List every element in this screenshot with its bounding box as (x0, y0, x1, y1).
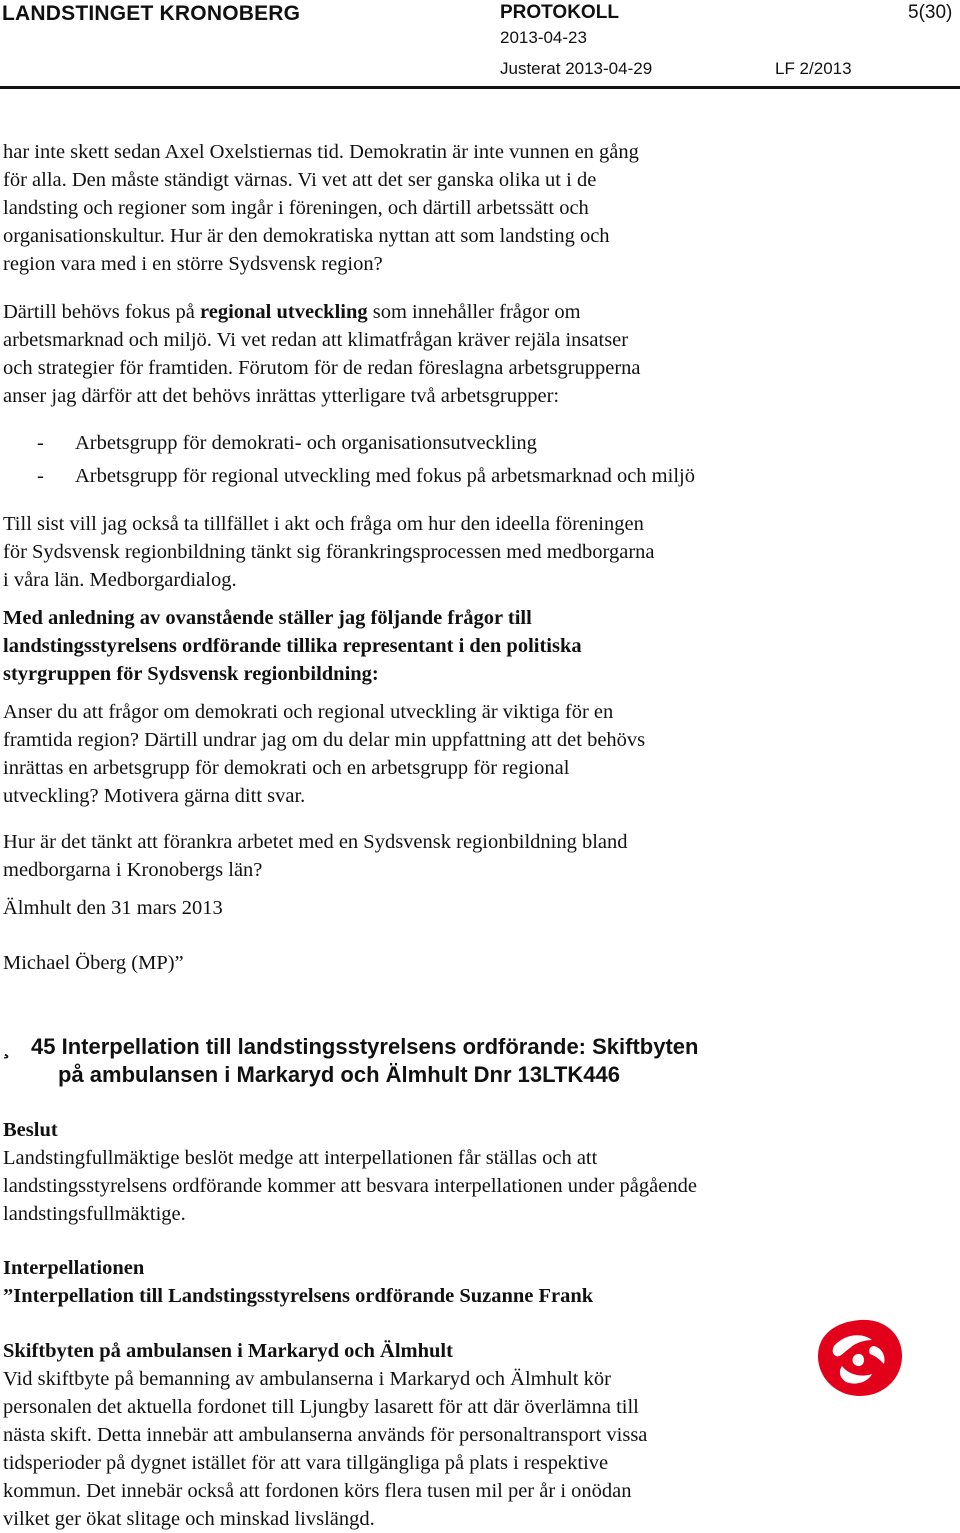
item-45-title-line2: på ambulansen i Markaryd och Älmhult Dnr 13LTK446 (58, 1062, 620, 1087)
place-and-date: Älmhult den 31 mars 2013 (3, 897, 223, 919)
item-bullet: ¸ (3, 1034, 11, 1059)
text-line: tidsperioder på dygnet istället för att vara tillgängliga på plats i respektive (3, 1452, 609, 1474)
text-line: har inte skett sedan Axel Oxelstiernas tid. Demokratin är inte vunnen en gång (3, 141, 639, 163)
text-line: framtida region? Därtill undrar jag om du delar min uppfattning att det behövs (3, 729, 646, 751)
list-item-text: Arbetsgrupp för demokrati- och organisationsutveckling (75, 432, 537, 454)
text-line: Hur är det tänkt att förankra arbetet med en Sydsvensk regionbildning bland (3, 831, 628, 853)
text-line: vilket ger ökat slitage och minskad livslängd. (3, 1508, 375, 1530)
list-dash: - (37, 432, 44, 454)
justerat-date: Justerat 2013-04-29 (500, 59, 653, 78)
text-line: landsting och regioner som ingår i föreningen, och därtill arbetssätt och (3, 197, 589, 219)
text-line: Landstingfullmäktige beslöt medge att interpellationen får ställas och att (3, 1147, 598, 1169)
interpellation-section (3, 1254, 593, 1310)
text-line: medborgarna i Kronobergs län? (3, 859, 263, 881)
emphasis-regional-utveckling: regional utveckling (200, 301, 368, 323)
text-line (3, 298, 641, 326)
focus-paragraph (3, 298, 641, 410)
workgroup-list (3, 427, 695, 493)
text-line: inrättas en arbetsgrupp för demokrati och en arbetsgrupp för regional (3, 757, 570, 779)
text-line: Till sist vill jag också ta tillfället i akt och fråga om hur den ideella föreningen (3, 513, 644, 535)
organization-name: LANDSTINGET KRONOBERG (2, 2, 301, 25)
text-line: Vid skiftbyte på bemanning av ambulanserna i Markaryd och Älmhult kör (3, 1368, 611, 1390)
text-line: region vara med i en större Sydsvensk region? (3, 253, 383, 275)
list-item (3, 460, 695, 493)
text-line: arbetsmarknad och miljö. Vi vet redan att klimatfrågan kräver rejäla insatser (3, 329, 629, 351)
signatory-name: Michael Öberg (MP)” (3, 952, 184, 974)
text-line: för Sydsvensk regionbildning tänkt sig förankringsprocessen med medborgarna (3, 541, 655, 563)
text-line: landstingsfullmäktige. (3, 1203, 186, 1225)
text-line: Anser du att frågor om demokrati och regional utveckling är viktiga för en (3, 701, 614, 723)
text-line: utveckling? Motivera gärna ditt svar. (3, 785, 306, 807)
text-line: för alla. Den måste ständigt värnas. Vi vet att det ser ganska olika ut i de (3, 169, 597, 191)
page-number: 5(30) (908, 2, 953, 23)
list-dash: - (37, 465, 44, 487)
text-run: Därtill behövs fokus på (3, 301, 200, 323)
text-line: Med anledning av ovanstående ställer jag följande frågor till (3, 607, 532, 629)
intro-paragraph (3, 138, 639, 278)
beslut-section (3, 1116, 697, 1228)
text-line: landstingsstyrelsens ordförande tillika representant i den politiska (3, 635, 582, 657)
text-line: organisationskultur. Hur är den demokratiska nyttan att som landsting och (3, 225, 610, 247)
skiftbyten-section (3, 1337, 647, 1533)
section-heading: Skiftbyten på ambulansen i Markaryd och Älmhult (3, 1340, 453, 1362)
text-line: nästa skift. Detta innebär att ambulanserna används för personaltransport vissa (3, 1424, 648, 1446)
section-heading: Beslut (3, 1119, 58, 1141)
party-rose-logo-icon (814, 1316, 906, 1400)
section-heading: Interpellationen (3, 1257, 145, 1279)
text-line: anser jag därför att det behövs inrättas ytterligare två arbetsgrupper: (3, 385, 560, 407)
interpellation-title: ”Interpellation till Landstingsstyrelsens ordförande Suzanne Frank (3, 1285, 594, 1307)
text-line: personalen det aktuella fordonet till Ljungby lasarett för att där överlämna till (3, 1396, 639, 1418)
list-item-text: Arbetsgrupp för regional utveckling med fokus på arbetsmarknad och miljö (75, 465, 695, 487)
closing-paragraph (3, 510, 655, 594)
lf-reference: LF 2/2013 (775, 59, 852, 78)
header-divider (0, 86, 960, 89)
document-type: PROTOKOLL (500, 2, 619, 23)
item-45-heading (3, 1033, 698, 1089)
list-item (3, 427, 695, 460)
text-line: kommun. Det innebär också att fordonen körs flera tusen mil per år i onödan (3, 1480, 632, 1502)
text-run: som innehåller frågor om (367, 301, 581, 323)
question-1 (3, 698, 645, 810)
document-date: 2013-04-23 (500, 28, 587, 47)
text-line: styrgruppen för Sydsvensk regionbildning: (3, 663, 379, 685)
item-45-title-line1: 45 Interpellation till landstingsstyrelsens ordförande: Skiftbyten (31, 1034, 699, 1059)
question-intro (3, 604, 582, 688)
text-line: och strategier för framtiden. Förutom för de redan föreslagna arbetsgrupperna (3, 357, 641, 379)
text-line: landstingsstyrelsens ordförande kommer att besvara interpellationen under pågående (3, 1175, 697, 1197)
text-line: i våra län. Medborgardialog. (3, 569, 237, 591)
question-2 (3, 828, 628, 884)
